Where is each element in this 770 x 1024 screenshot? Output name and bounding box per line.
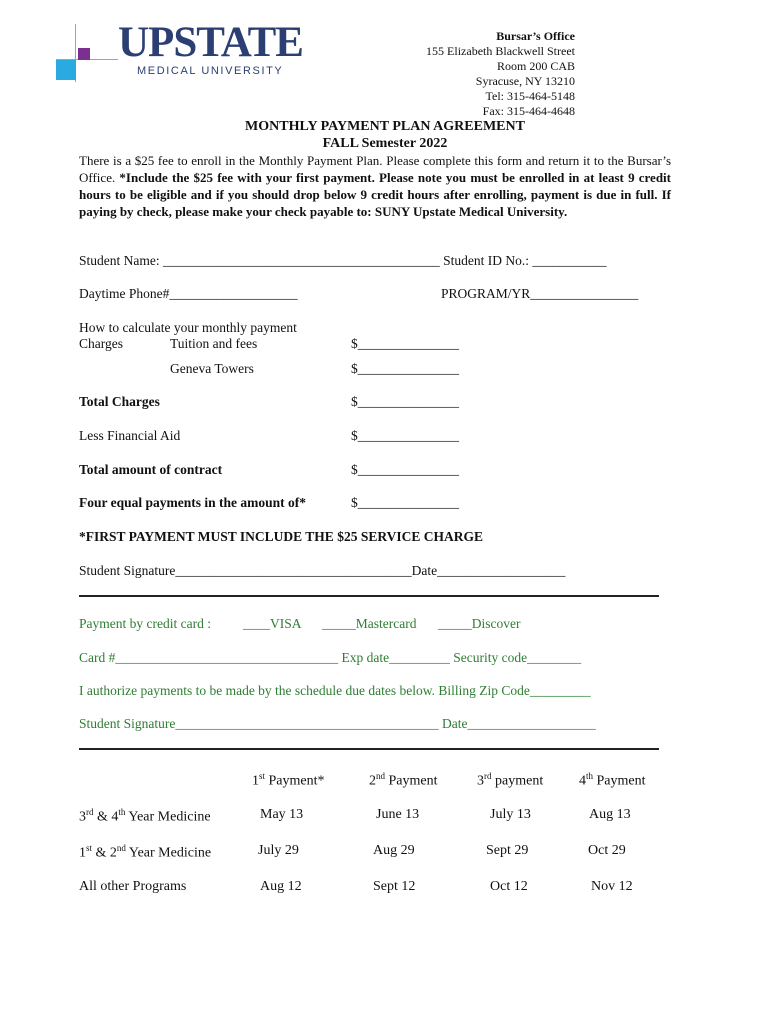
- schedule-date: May 13: [260, 807, 304, 822]
- schedule-date: Aug 12: [260, 879, 302, 894]
- label-part: 1: [79, 845, 86, 861]
- first-payment-note: *FIRST PAYMENT MUST INCLUDE THE $25 SERVICE CHARGE: [79, 529, 483, 544]
- logo-square: [78, 48, 90, 60]
- section-divider: [79, 748, 659, 750]
- header-text: Payment: [385, 773, 438, 789]
- card-signature-line[interactable]: Student Signature_______________________________________ Date___________________: [79, 716, 596, 731]
- schedule-row-label: All other Programs: [79, 879, 187, 894]
- header-sup: rd: [484, 771, 492, 781]
- header-num: 1: [252, 773, 259, 789]
- address-line: Room 200 CAB: [496, 59, 575, 73]
- form-title: MONTHLY PAYMENT PLAN AGREEMENT: [245, 119, 525, 134]
- student-name-field[interactable]: Student Name: _________________________________________ Student ID No.: ___________: [79, 253, 607, 268]
- discover-option[interactable]: _____Discover: [438, 616, 521, 631]
- header-num: 3: [477, 773, 484, 789]
- address-line: 155 Elizabeth Blackwell Street: [426, 44, 575, 58]
- mastercard-option[interactable]: _____Mastercard: [322, 616, 417, 631]
- schedule-header-4: [579, 771, 646, 790]
- header-num: 2: [369, 773, 376, 789]
- semester: FALL Semester 2022: [322, 136, 448, 151]
- label-sup: rd: [86, 807, 94, 817]
- address-line: Tel: 315-464-5148: [485, 89, 575, 103]
- schedule-date: July 29: [258, 843, 299, 858]
- header-text: Payment: [593, 773, 646, 789]
- address-line: Fax: 315-464-4648: [482, 104, 575, 118]
- program-field[interactable]: PROGRAM/YR________________: [441, 286, 639, 301]
- authorize-line[interactable]: I authorize payments to be made by the schedule due dates below. Billing Zip Code_________: [79, 683, 591, 698]
- logo-subtitle: MEDICAL UNIVERSITY: [137, 65, 284, 77]
- schedule-date: June 13: [376, 807, 420, 822]
- total-contract-label: Total amount of contract: [79, 462, 223, 477]
- total-contract-amount-field[interactable]: $_______________: [351, 462, 459, 477]
- schedule-row-label: [79, 807, 211, 826]
- schedule-header-3: [477, 771, 543, 790]
- four-payments-amount-field[interactable]: $_______________: [351, 495, 459, 510]
- schedule-header-2: [369, 771, 438, 790]
- calc-heading: How to calculate your monthly payment: [79, 320, 297, 335]
- address-line: Syracuse, NY 13210: [475, 74, 575, 88]
- logo-title: UPSTATE: [118, 19, 303, 66]
- schedule-date: Nov 12: [591, 879, 633, 894]
- header-sup: st: [259, 771, 266, 781]
- total-charges-label: Total Charges: [79, 394, 160, 409]
- header-text: Payment*: [265, 773, 325, 789]
- schedule-date: Sept 12: [373, 879, 416, 894]
- section-divider: [79, 595, 659, 597]
- university-logo-mark: [56, 24, 96, 82]
- schedule-header-1: [252, 771, 325, 790]
- header-num: 4: [579, 773, 586, 789]
- less-aid-label: Less Financial Aid: [79, 428, 181, 443]
- daytime-phone-field[interactable]: Daytime Phone#___________________: [79, 286, 298, 301]
- intro-paragraph: [79, 152, 671, 220]
- tuition-label: Tuition and fees: [170, 336, 258, 351]
- office-name: Bursar’s Office: [496, 29, 575, 43]
- label-sup: th: [118, 807, 126, 817]
- student-signature-line[interactable]: Student Signature___________________________________Date___________________: [79, 563, 566, 578]
- label-sup: nd: [116, 843, 126, 853]
- label-part: Year Medicine: [125, 845, 212, 861]
- schedule-date: July 13: [490, 807, 531, 822]
- label-part: Year Medicine: [125, 809, 211, 825]
- four-payments-label: Four equal payments in the amount of*: [79, 495, 307, 510]
- logo-square: [56, 60, 76, 80]
- less-aid-amount-field[interactable]: $_______________: [351, 428, 459, 443]
- credit-card-label: Payment by credit card :: [79, 616, 211, 631]
- intro-bold-text: *Include the $25 fee with your first payment. Please note you must be enrolled in at least 9 credit hours to be eligible and if you should drop below 9 credit hours after enrolling, payment is due in full. If paying by check, please make your check payable to: SUNY Upstate Medical University.: [79, 170, 672, 219]
- schedule-date: Sept 29: [486, 843, 529, 858]
- label-part: & 2: [92, 845, 117, 861]
- charges-label: Charges: [79, 336, 123, 351]
- intro-text: There is a $25 fee to enroll in the Monthly Payment Plan. Please complete this form and return it to the Bursar’s Office.: [79, 153, 671, 185]
- schedule-date: Aug 13: [589, 807, 631, 822]
- header-sup: nd: [376, 771, 385, 781]
- label-sup: st: [86, 843, 93, 853]
- geneva-amount-field[interactable]: $_______________: [351, 361, 459, 376]
- geneva-label: Geneva Towers: [170, 361, 254, 376]
- label-part: 3: [79, 809, 86, 825]
- header-sup: th: [586, 771, 594, 781]
- schedule-date: Oct 12: [490, 879, 528, 894]
- schedule-date: Oct 29: [588, 843, 626, 858]
- card-number-line[interactable]: Card #_________________________________ Exp date_________ Security code________: [79, 650, 582, 665]
- total-charges-amount-field[interactable]: $_______________: [351, 394, 459, 409]
- schedule-date: Aug 29: [373, 843, 415, 858]
- tuition-amount-field[interactable]: $_______________: [351, 336, 459, 351]
- schedule-row-label: [79, 843, 211, 862]
- header-text: payment: [491, 773, 544, 789]
- label-part: & 4: [93, 809, 119, 825]
- visa-option[interactable]: ____VISA: [243, 616, 302, 631]
